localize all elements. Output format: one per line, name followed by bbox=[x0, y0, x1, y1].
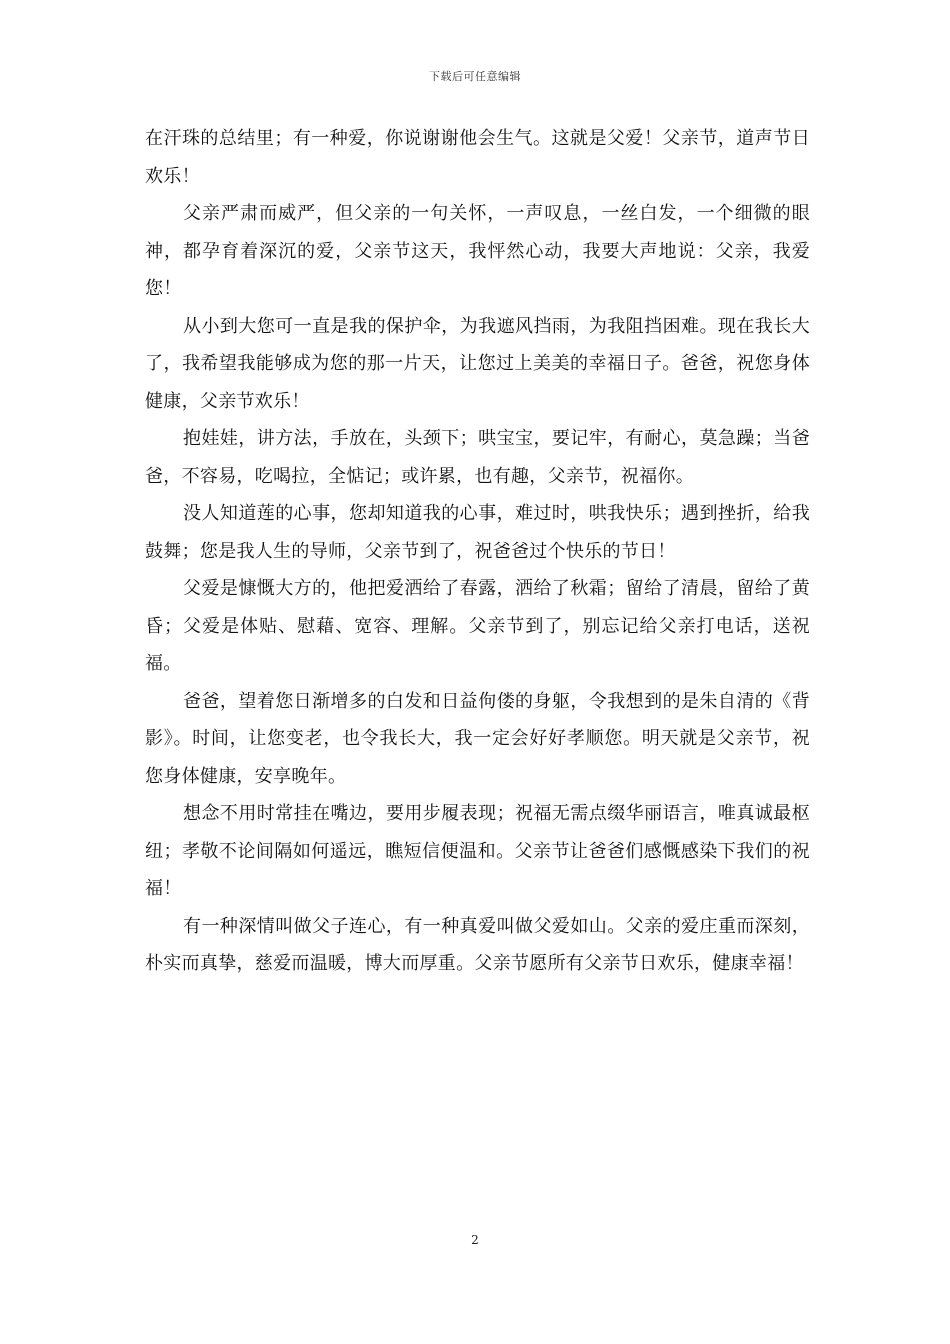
paragraph: 有一种深情叫做父子连心，有一种真爱叫做父爱如山。父亲的爱庄重而深刻，朴实而真挚，慈爱而温暖，博大而厚重。父亲节愿所有父亲节日欢乐，健康幸福！ bbox=[145, 915, 810, 974]
paragraph: 从小到大您可一直是我的保护伞，为我遮风挡雨，为我阻挡困难。现在我长大了，我希望我能够成为您的那一片天，让您过上美美的幸福日子。爸爸，祝您身体健康，父亲节欢乐！ bbox=[145, 315, 810, 412]
document-body bbox=[145, 120, 810, 983]
page-header: 下载后可任意编辑 bbox=[429, 70, 521, 83]
paragraph: 抱娃娃，讲方法，手放在，头颈下；哄宝宝，要记牢，有耐心，莫急躁；当爸爸，不容易，吃喝拉，全惦记；或许累，也有趣，父亲节，祝福你。 bbox=[145, 428, 810, 487]
paragraph: 想念不用时常挂在嘴边，要用步履表现；祝福无需点缀华丽语言，唯真诚最枢纽；孝敬不论间隔如何遥远，瞧短信便温和。父亲节让爸爸们感慨感染下我们的祝福！ bbox=[145, 803, 810, 899]
paragraph: 父爱是慷慨大方的，他把爱洒给了春露，洒给了秋霜；留给了清晨，留给了黄昏；父爱是体贴、慰藉、宽容、理解。父亲节到了，别忘记给父亲打电话，送祝福。 bbox=[145, 578, 810, 674]
paragraph: 爸爸，望着您日渐增多的白发和日益佝偻的身躯，令我想到的是朱自清的《背影》。时间，让您变老，也令我长大，我一定会好好孝顺您。明天就是父亲节，祝您身体健康，安享晚年。 bbox=[145, 690, 810, 787]
page-number: 2 bbox=[471, 1233, 479, 1247]
paragraph: 没人知道莲的心事，您却知道我的心事，难过时，哄我快乐；遇到挫折，给我鼓舞；您是我人生的导师，父亲节到了，祝爸爸过个快乐的节日！ bbox=[145, 503, 810, 562]
paragraph: 父亲严肃而威严，但父亲的一句关怀，一声叹息，一丝白发，一个细微的眼神，都孕育着深沉的爱，父亲节这天，我怦然心动，我要大声地说：父亲，我爱您！ bbox=[145, 203, 810, 299]
paragraph-continued: 在汗珠的总结里；有一种爱，你说谢谢他会生气。这就是父爱！父亲节，道声节日欢乐！ bbox=[145, 128, 810, 187]
